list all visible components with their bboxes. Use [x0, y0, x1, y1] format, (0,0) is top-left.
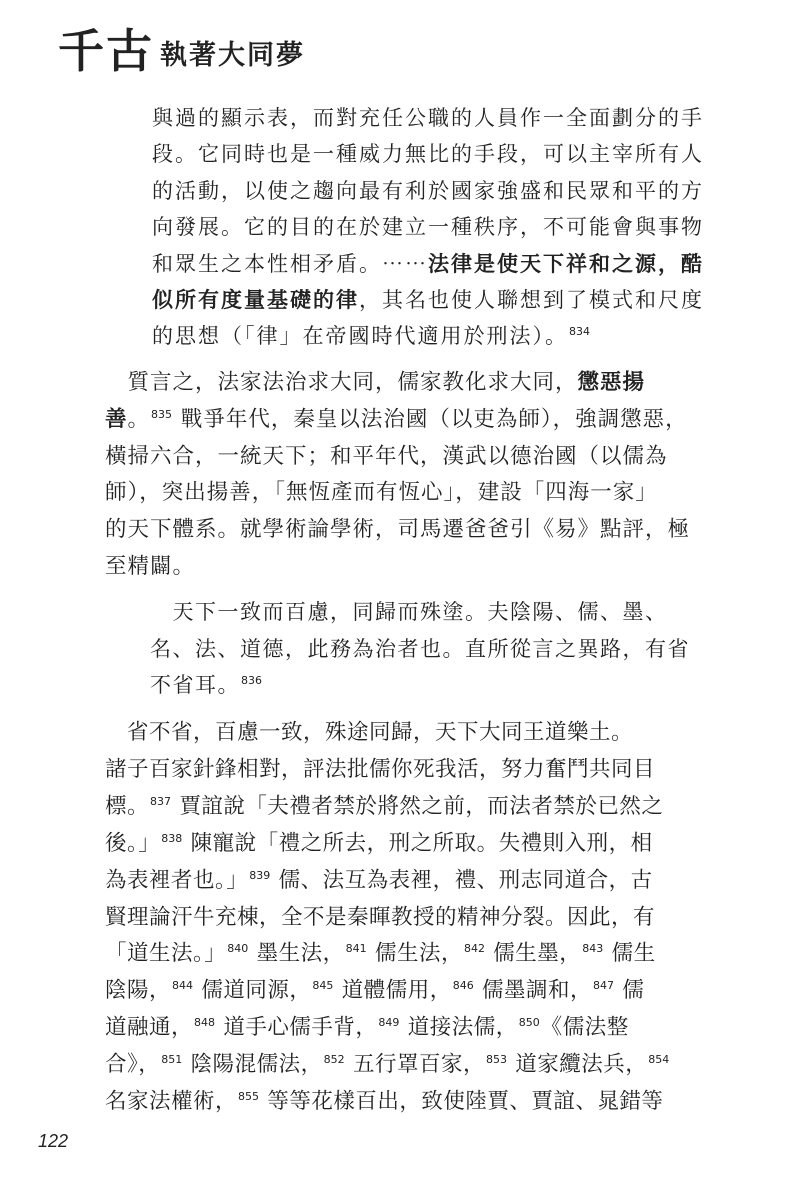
body-line: 省不省，百慮一致，殊途同歸，天下大同王道樂土。 — [105, 720, 634, 745]
book-title-sub: 執著大同夢 — [160, 40, 305, 71]
footnote-ref: 848 — [194, 1016, 216, 1030]
quote-line: 不省耳。$^{836}$ — [150, 673, 262, 698]
emphasis: 似所有度量基礎的律 — [152, 288, 359, 313]
footnote-ref: 837 — [150, 794, 172, 808]
running-header — [58, 24, 305, 78]
block-quote-2 — [150, 594, 690, 704]
body-line: 橫掃六合，一統天下；和平年代，漢武以德治國（以儒為 — [105, 443, 668, 469]
footnote-ref: 844 — [172, 979, 194, 993]
body-line: 至精闢。 — [105, 553, 196, 579]
quote-line: 的活動，以使之趨向最有利於國家強盛和民眾和平的方 — [152, 178, 704, 203]
body-line: 質言之，法家法治求大同，儒家教化求大同，懲惡揚 — [105, 370, 646, 395]
body-paragraph-1 — [105, 365, 691, 586]
body-line: 師），突出揚善，「無恆產而有恆心」，建設「四海一家」 — [105, 480, 658, 506]
body-line: 的天下體系。就學術論學術，司馬遷爸爸引《易》點評，極 — [105, 517, 691, 543]
footnote-ref: 847 — [593, 979, 615, 993]
footnote-ref: 839 — [249, 868, 271, 882]
quote-line: 名、法、道德，此務為治者也。直所從言之異路，有省 — [150, 636, 690, 661]
quote-line: 似所有度量基礎的律，其名也使人聯想到了模式和尺度 — [152, 288, 704, 313]
body-line: 合》，$^{851}$ 陰陽混儒法，$^{852}$ 五行罩百家，$^{853}$ 道家纜法兵，$^{854}$ — [105, 1052, 670, 1078]
footnote-ref: 855 — [238, 1090, 260, 1104]
footnote-ref: 843 — [582, 942, 604, 956]
emphasis: 善 — [105, 406, 128, 432]
body-line: 名家法權術，$^{855}$ 等等花樣百出，致使陸賈、賈誼、晁錯等 — [105, 1089, 664, 1115]
body-line: 標。$^{837}$ 賈誼說「夫禮者禁於將然之前，而法者禁於已然之 — [105, 793, 664, 819]
body-line: 賢理論汗牛充棟，全不是秦暉教授的精神分裂。因此，有 — [105, 904, 656, 930]
quote-line: 天下一致而百慮，同歸而殊塗。夫陰陽、儒、墨、 — [150, 600, 668, 624]
footnote-ref: 846 — [452, 979, 474, 993]
footnote-ref: 836 — [241, 674, 262, 688]
emphasis: 法律是使天下祥和之源，酷 — [428, 251, 704, 276]
footnote-ref: 841 — [345, 942, 367, 956]
footnote-ref: 834 — [569, 325, 590, 339]
quote-line: 和眾生之本性相矛盾。⋯⋯法律是使天下祥和之源，酷 — [152, 251, 704, 276]
body-line: 諸子百家針鋒相對，評法批儒你死我活，努力奮鬥共同目 — [105, 756, 656, 782]
footnote-ref: 838 — [161, 831, 183, 845]
footnote-ref: 850 — [518, 1016, 540, 1030]
body-line: 為表裡者也。」$^{839}$ 儒、法互為表裡，禮、刑志同道合，古 — [105, 867, 653, 893]
footnote-ref: 845 — [312, 979, 334, 993]
body-line: 後。」$^{838}$ 陳寵說「禮之所去，刑之所取。失禮則入刑，相 — [105, 830, 653, 856]
block-quote-1 — [152, 100, 704, 355]
body-line: 「道生法。」$^{840}$ 墨生法，$^{841}$ 儒生法，$^{842}$ 儒生墨，$^{843}$ 儒生 — [105, 941, 656, 967]
footnote-ref: 852 — [323, 1053, 345, 1067]
quote-line: 向發展。它的目的在於建立一種秩序，不可能會與事物 — [152, 215, 704, 240]
page-number: 122 — [38, 1131, 69, 1151]
footnote-ref: 842 — [463, 942, 485, 956]
body-line: 善。$^{835}$ 戰爭年代，秦皇以法治國（以吏為師），強調懲惡， — [105, 406, 688, 432]
book-title-main: 千古 — [58, 24, 154, 78]
quote-line: 的思想（「律」在帝國時代適用於刑法）。$^{834}$ — [152, 324, 590, 349]
body-paragraph-2 — [105, 715, 675, 1121]
footnote-ref: 849 — [378, 1016, 400, 1030]
footnote-ref: 835 — [151, 407, 173, 421]
footnote-ref: 851 — [161, 1053, 183, 1067]
footnote-ref: 854 — [648, 1053, 670, 1067]
emphasis: 懲惡揚 — [577, 370, 646, 395]
footnote-ref: 853 — [485, 1053, 507, 1067]
body-line: 道融通，$^{848}$ 道手心儒手背，$^{849}$ 道接法儒，$^{850}$《儒法整 — [105, 1015, 629, 1041]
body-line: 陰陽，$^{844}$ 儒道同源，$^{845}$ 道體儒用，$^{846}$ 儒墨調和，$^{847}$ 儒 — [105, 978, 645, 1004]
quote-line: 與過的顯示表，而對充任公職的人員作一全面劃分的手 — [152, 106, 704, 130]
quote-line: 段。它同時也是一種威力無比的手段，可以主宰所有人 — [152, 142, 704, 167]
footnote-ref: 840 — [227, 942, 249, 956]
